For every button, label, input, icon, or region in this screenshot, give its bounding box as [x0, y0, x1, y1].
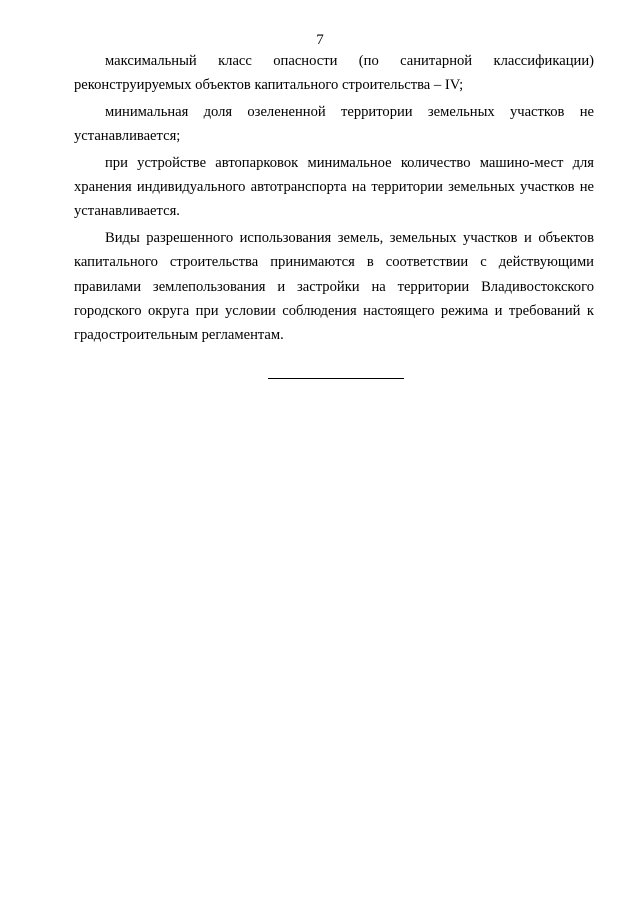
end-of-text-rule [268, 378, 404, 379]
paragraph-permitted-use: Виды разрешенного использования земель, земельных участков и объектов капитального строительства принимаются в соответствии с действующими правилами землепользования и застройки на территории Владивостокского городского округа при условии соблюдения настоящего режима и требований к градостроительным регламентам. [74, 229, 594, 344]
paragraph-green-area: минимальная доля озелененной территории земельных участков не устанавливается; [74, 103, 594, 145]
document-body [74, 49, 594, 348]
page-number: 7 [316, 32, 324, 48]
paragraph-hazard-class: максимальный класс опасности (по санитарной классификации) реконструируемых объектов капитального строительства – IV; [74, 53, 594, 94]
paragraph-parking: при устройстве автопарковок минимальное количество машино-мест для хранения индивидуального автотранспорта на территории земельных участков не устанавливается. [74, 154, 594, 220]
